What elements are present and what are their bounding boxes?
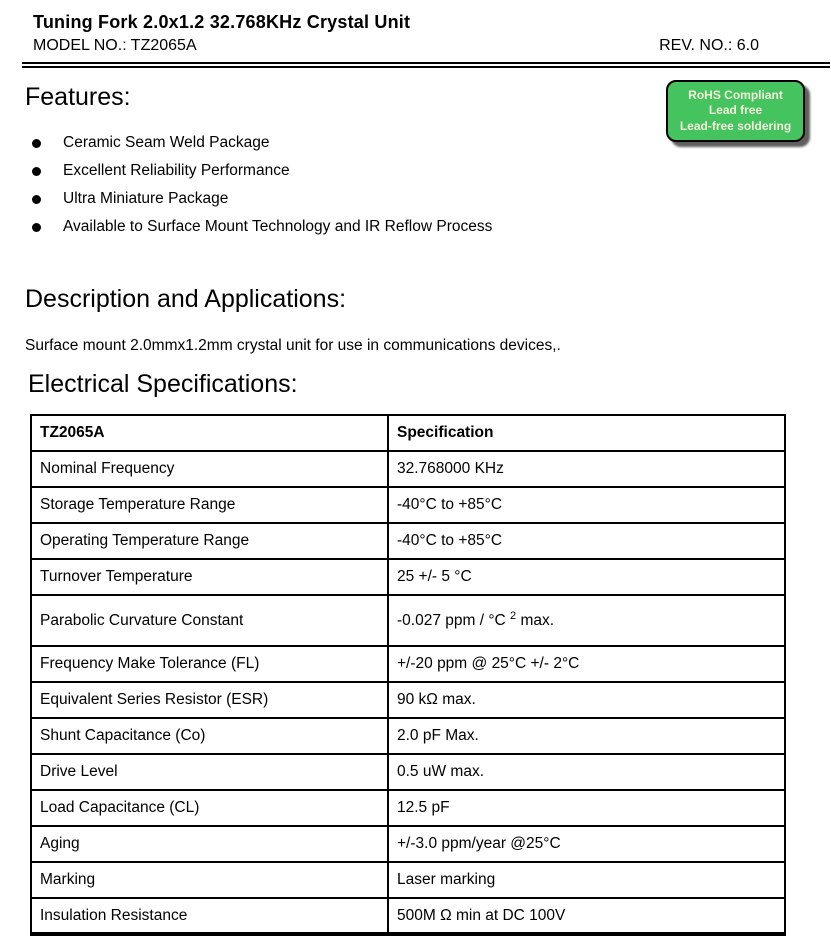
table-row [31,682,785,718]
value-cell: 32.768000 KHz [388,451,785,487]
value-cell: -40°C to +85°C [388,523,785,559]
table-row [31,898,785,934]
description-heading: Description and Applications: [25,285,347,313]
table-row [31,595,785,646]
table-row [31,559,785,595]
param-cell: Frequency Make Tolerance (FL) [31,646,388,682]
feature-text: Excellent Reliability Performance [63,162,290,179]
param-cell: Drive Level [31,754,388,790]
revision-number: REV. NO.: 6.0 [659,37,759,54]
rohs-compliance-badge [666,80,805,142]
header-cell-specification: Specification [388,415,785,451]
feature-text: Ultra Miniature Package [63,190,229,207]
param-cell: Shunt Capacitance (Co) [31,718,388,754]
document-title: Tuning Fork 2.0x1.2 32.768KHz Crystal Unit [33,12,411,32]
value-text: max. [516,612,555,630]
param-cell: Insulation Resistance [31,898,388,934]
param-cell: Equivalent Series Resistor (ESR) [31,682,388,718]
param-cell: Marking [31,862,388,898]
feature-item [25,157,806,185]
table-row [31,862,785,898]
param-cell: Nominal Frequency [31,451,388,487]
table-row [31,487,785,523]
feature-text: Ceramic Seam Weld Package [63,134,270,151]
bullet-icon [32,195,41,204]
table-row [31,790,785,826]
value-cell: 12.5 pF [388,790,785,826]
table-header-row [31,415,785,451]
value-cell: Laser marking [388,862,785,898]
table-row [31,646,785,682]
features-list [25,129,806,241]
param-cell: Storage Temperature Range [31,487,388,523]
model-rev-row [33,35,806,57]
value-cell: 0.5 uW max. [388,754,785,790]
feature-item [25,185,806,213]
value-cell: 90 kΩ max. [388,682,785,718]
bullet-icon [32,167,41,176]
param-cell: Load Capacitance (CL) [31,790,388,826]
param-cell: Turnover Temperature [31,559,388,595]
header-cell-model: TZ2065A [31,415,388,451]
param-cell: Parabolic Curvature Constant [31,595,388,646]
badge-line-rohs: RoHS Compliant [688,87,783,102]
value-cell [388,595,785,646]
electrical-specs-table [30,414,786,936]
badge-line-soldering: Lead-free soldering [679,118,792,133]
value-cell: 2.0 pF Max. [388,718,785,754]
bullet-icon [32,139,41,148]
description-text: Surface mount 2.0mmx1.2mm crystal unit for use in communications devices,. [25,337,561,354]
value-cell: +/-3.0 ppm/year @25°C [388,826,785,862]
value-text: -0.027 ppm / °C [397,612,511,630]
table-row [31,451,785,487]
table-row [31,523,785,559]
value-cell: -40°C to +85°C [388,487,785,523]
param-cell: Operating Temperature Range [31,523,388,559]
badge-line-leadfree: Lead free [708,103,763,118]
table-row [31,754,785,790]
value-cell: +/-20 ppm @ 25°C +/- 2°C [388,646,785,682]
table-row [31,718,785,754]
feature-item [25,213,806,241]
value-cell: 25 +/- 5 °C [388,559,785,595]
value-superscript: 2 [510,610,517,623]
bullet-icon [32,223,41,232]
electrical-specs-heading: Electrical Specifications: [28,370,298,398]
feature-text: Available to Surface Mount Technology and IR Reflow Process [63,218,493,235]
header-divider [22,62,830,68]
model-number: MODEL NO.: TZ2065A [33,37,197,54]
param-cell: Aging [31,826,388,862]
value-cell: 500M Ω min at DC 100V [388,898,785,934]
table-row [31,826,785,862]
features-heading: Features: [25,83,131,111]
